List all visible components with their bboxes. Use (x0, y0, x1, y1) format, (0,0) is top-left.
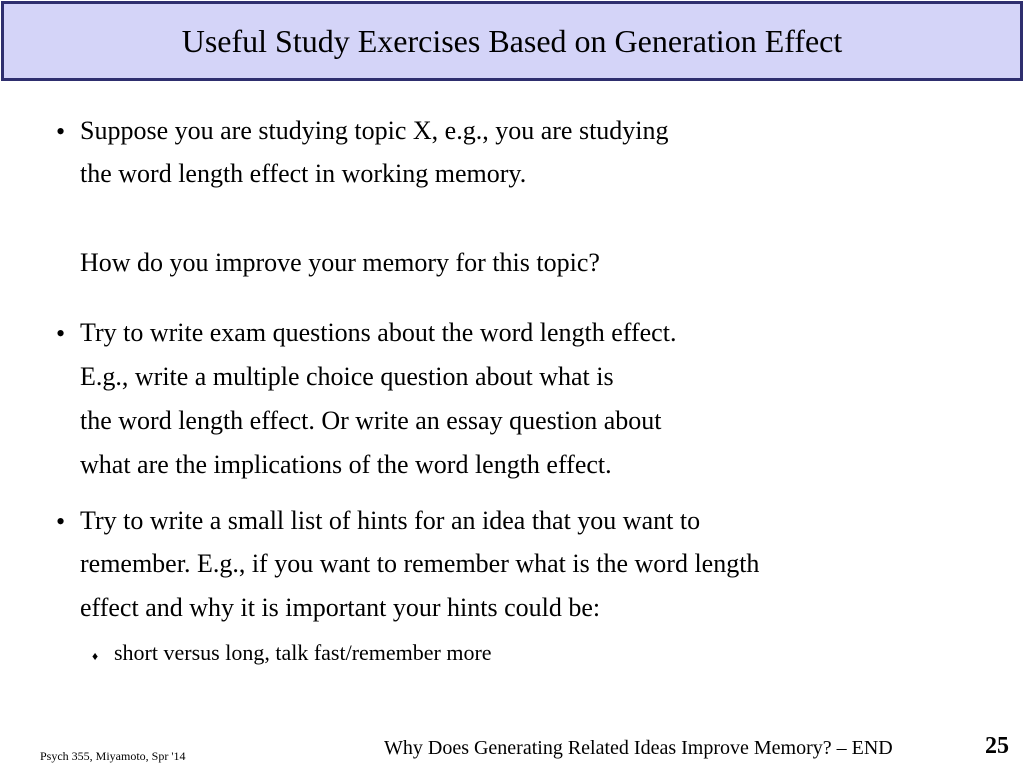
bullet-marker: • (56, 117, 66, 146)
bullet-3-line-1: Try to write a small list of hints for an idea that you want to (80, 506, 701, 535)
footer-course: Psych 355, Miyamoto, Spr '14 (40, 749, 186, 763)
bullet-2-line-2: E.g., write a multiple choice question about what is (80, 362, 614, 391)
bullet-1-line-1: Suppose you are studying topic X, e.g., you are studying (80, 116, 669, 145)
bullet-1-line-3: How do you improve your memory for this topic? (80, 248, 600, 277)
footer-section-title: Why Does Generating Related Ideas Improve Memory? – END (384, 737, 893, 759)
page-number: 25 (985, 733, 1009, 759)
bullet-3-line-2: remember. E.g., if you want to remember what is the word length (80, 549, 760, 578)
bullet-marker: • (56, 319, 66, 348)
sub-item-text: short versus long, talk fast/remember more (114, 640, 492, 665)
bullet-3-line-3: effect and why it is important your hints could be: (80, 593, 601, 622)
slide-title: Useful Study Exercises Based on Generation Effect (181, 23, 843, 59)
bullet-1-line-2: the word length effect in working memory. (80, 159, 527, 188)
bullet-2-line-1: Try to write exam questions about the word length effect. (80, 318, 677, 347)
bullet-marker: • (56, 507, 66, 536)
diamond-bullet-icon: ♦ (92, 649, 99, 663)
bullet-2-line-4: what are the implications of the word length effect. (80, 450, 612, 479)
bullet-2-line-3: the word length effect. Or write an essay question about (80, 406, 662, 435)
slide-title-bar (1, 1, 1023, 81)
